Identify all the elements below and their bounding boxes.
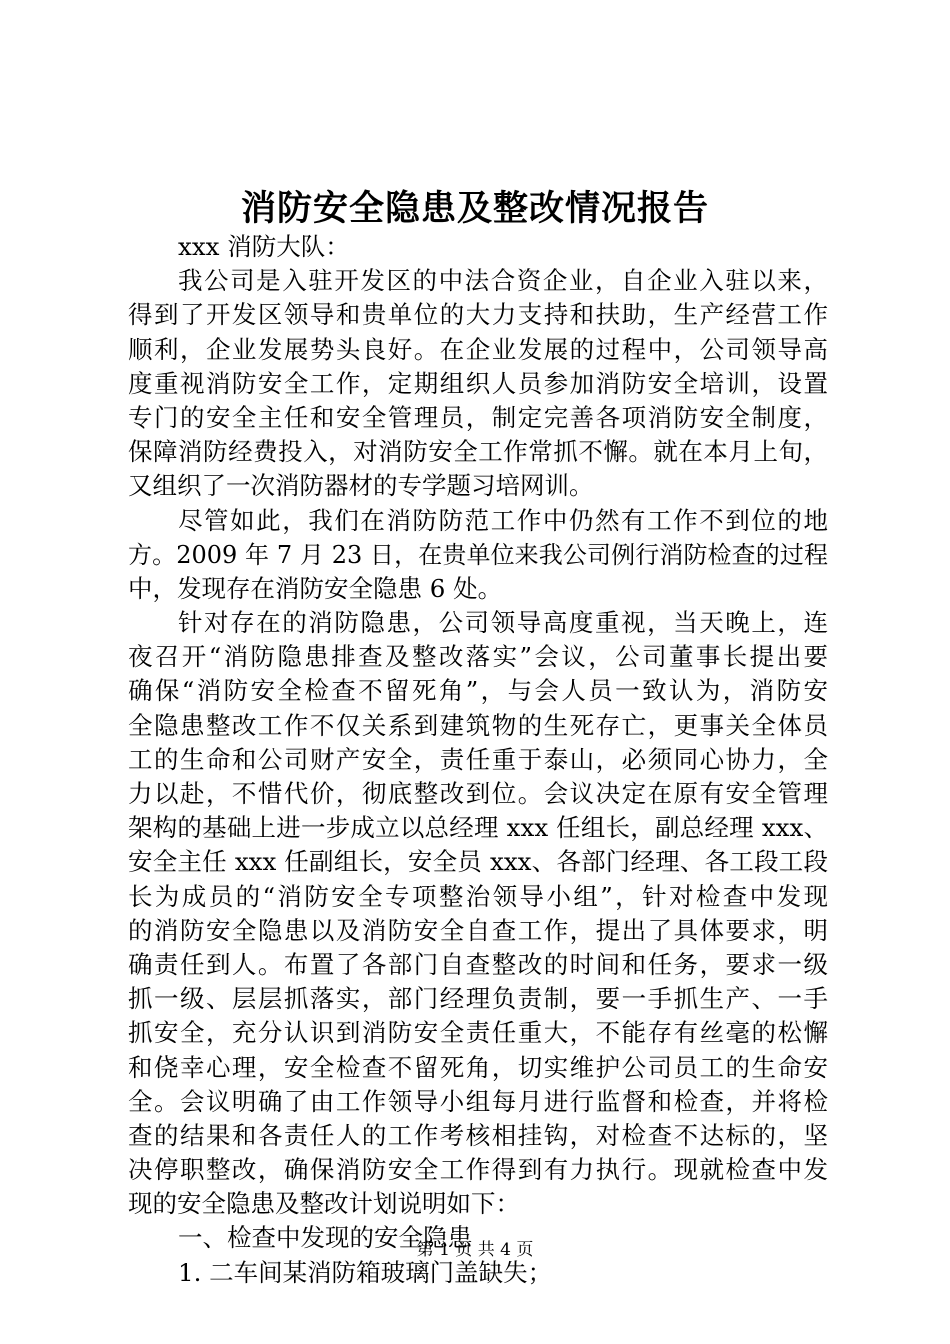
body-line: 决停职整改，确保消防安全工作得到有力执行。现就检查中发 (128, 1155, 828, 1185)
body-line: 又组织了一次消防器材的专学题习培网训。 (128, 471, 594, 501)
body-line: 针对存在的消防隐患，公司领导高度重视，当天晚上，连 (178, 608, 828, 638)
page-footer: 第 1 页 共 4 页 (416, 1240, 534, 1260)
body-line: 和侥幸心理，安全检查不留死角，切实维护公司员工的生命安 (128, 1052, 828, 1082)
body-line: 度重视消防安全工作，定期组织人员参加消防安全培训，设置 (128, 368, 828, 398)
body-line: 确保“消防安全检查不留死角”，与会人员一致认为，消防安 (128, 676, 828, 706)
section-heading: 一、检查中发现的安全隐患 (178, 1223, 472, 1253)
body-line: 全隐患整改工作不仅关系到建筑物的生死存亡，更事关全体员 (128, 710, 828, 740)
body-line: 抓一级、层层抓落实，部门经理负责制，要一手抓生产、一手 (128, 984, 828, 1014)
body-line: 保障消防经费投入，对消防安全工作常抓不懈。就在本月上旬， (128, 437, 828, 467)
body-line: 现的安全隐患及整改计划说明如下： (128, 1189, 520, 1219)
body-line: 力以赴，不惜代价，彻底整改到位。会议决定在原有安全管理 (128, 779, 828, 808)
body-line: 中，发现存在消防安全隐患 6 处。 (128, 573, 503, 603)
body-line: 确责任到人。布置了各部门自查整改的时间和任务，要求一级 (128, 949, 828, 979)
body-line: 抓安全，充分认识到消防安全责任重大，不能存有丝毫的松懈 (128, 1018, 828, 1048)
salutation-line: xxx 消防大队： (178, 232, 350, 261)
body-line: 全。会议明确了由工作领导小组每月进行监督和检查，并将检 (128, 1086, 828, 1116)
body-line: 安全主任 xxx 任副组长，安全员 xxx、各部门经理、各工段工段 (128, 847, 828, 877)
list-item: 1. 二车间某消防箱玻璃门盖缺失； (178, 1257, 553, 1287)
body-line: 夜召开“消防隐患排查及整改落实”会议，公司董事长提出要 (128, 642, 828, 672)
body-line: 我公司是入驻开发区的中法合资企业，自企业入驻以来， (178, 266, 828, 296)
body-line: 得到了开发区领导和贵单位的大力支持和扶助，生产经营工作 (128, 300, 828, 330)
body-line: 专门的安全主任和安全管理员，制定完善各项消防安全制度， (128, 402, 828, 432)
body-line: 架构的基础上进一步成立以总经理 xxx 任组长，副总经理 xxx、 (128, 813, 828, 843)
body-line: 方。2009 年 7 月 23 日，在贵单位来我公司例行消防检查的过程 (128, 540, 828, 569)
body-line: 顺利，企业发展势头良好。在企业发展的过程中，公司领导高 (128, 334, 828, 364)
body-line: 查的结果和各责任人的工作考核相挂钩，对检查不达标的，坚 (128, 1120, 828, 1150)
body-line: 尽管如此，我们在消防防范工作中仍然有工作不到位的地 (178, 505, 828, 535)
body-line: 的消防安全隐患以及消防安全自查工作，提出了具体要求，明 (128, 915, 828, 945)
document-title: 消防安全隐患及整改情况报告 (240, 188, 709, 229)
document-body (128, 230, 828, 1290)
body-line: 工的生命和公司财产安全，责任重于泰山，必须同心协力，全 (128, 744, 828, 774)
body-line: 长为成员的“消防安全专项整治领导小组”，针对检查中发现 (128, 881, 828, 911)
